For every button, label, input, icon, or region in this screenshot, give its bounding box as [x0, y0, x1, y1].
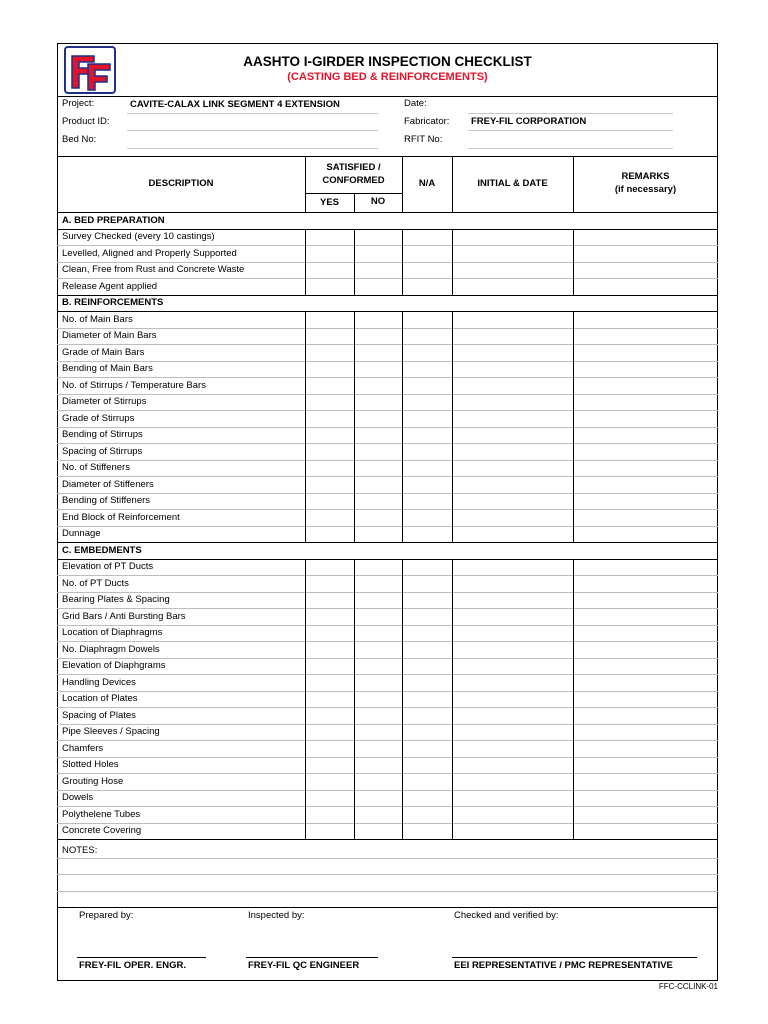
yes-cell[interactable]: [305, 823, 354, 840]
yes-cell[interactable]: [305, 229, 354, 246]
prepared-signature-line[interactable]: [77, 957, 206, 958]
na-cell[interactable]: [402, 509, 452, 526]
notes-line[interactable]: [57, 874, 718, 875]
bed-no-label: Bed No:: [62, 134, 97, 145]
checklist-item: Elevation of PT Ducts: [62, 561, 154, 572]
remarks-cell[interactable]: [573, 476, 718, 493]
na-cell[interactable]: [402, 427, 452, 444]
checklist-item: Bending of Stirrups: [62, 429, 143, 440]
remarks-cell[interactable]: [573, 625, 718, 642]
yes-cell[interactable]: [305, 773, 354, 790]
checklist-item: Concrete Covering: [62, 825, 142, 836]
description-header: DESCRIPTION: [148, 178, 214, 189]
remarks-cell[interactable]: [573, 790, 718, 807]
remarks-cell[interactable]: [573, 575, 718, 592]
initial-date-cell[interactable]: [452, 592, 573, 609]
inspected-title: FREY-FIL QC ENGINEER: [248, 960, 360, 971]
no-cell[interactable]: [354, 757, 402, 774]
no-cell[interactable]: [354, 658, 402, 675]
na-cell[interactable]: [402, 773, 452, 790]
page-title: AASHTO I-GIRDER INSPECTION CHECKLIST: [243, 54, 532, 69]
na-cell[interactable]: [402, 724, 452, 741]
checklist-item: Dunnage: [62, 528, 101, 539]
initial-date-cell[interactable]: [452, 641, 573, 658]
yes-cell[interactable]: [305, 691, 354, 708]
na-cell[interactable]: [402, 559, 452, 576]
yes-cell[interactable]: [305, 559, 354, 576]
satisfied-header-line1: SATISFIED /: [326, 162, 381, 173]
initial-date-cell[interactable]: [452, 806, 573, 823]
initial-date-cell[interactable]: [452, 377, 573, 394]
table-row: [57, 295, 718, 296]
no-cell[interactable]: [354, 526, 402, 543]
no-cell[interactable]: [354, 575, 402, 592]
remarks-cell[interactable]: [573, 823, 718, 840]
initial-date-cell[interactable]: [452, 245, 573, 262]
date-label: Date:: [404, 98, 427, 109]
na-cell[interactable]: [402, 608, 452, 625]
product-id-label: Product ID:: [62, 116, 110, 127]
checked-title: EEI REPRESENTATIVE / PMC REPRESENTATIVE: [454, 960, 673, 971]
remarks-cell[interactable]: [573, 691, 718, 708]
no-cell[interactable]: [354, 625, 402, 642]
yes-cell[interactable]: [305, 790, 354, 807]
no-cell[interactable]: [354, 806, 402, 823]
yes-cell[interactable]: [305, 493, 354, 510]
initial-date-cell[interactable]: [452, 460, 573, 477]
checklist-item: Grade of Main Bars: [62, 346, 145, 358]
initial-date-cell[interactable]: [452, 311, 573, 328]
remarks-cell[interactable]: [573, 229, 718, 246]
checklist-item: Bending of Stiffeners: [62, 495, 151, 506]
checklist-item: Location of Diaphragms: [62, 627, 163, 638]
remarks-cell[interactable]: [573, 460, 718, 477]
no-header: NO: [370, 196, 386, 207]
no-cell[interactable]: [354, 460, 402, 477]
no-cell[interactable]: [354, 262, 402, 279]
initial-date-cell[interactable]: [452, 443, 573, 460]
form-code: FFC-CCLINK-01: [658, 982, 718, 991]
yes-cell[interactable]: [305, 394, 354, 411]
checklist-item: No. of PT Ducts: [62, 577, 129, 589]
remarks-cell[interactable]: [573, 724, 718, 741]
remarks-cell[interactable]: [573, 493, 718, 510]
remarks-cell[interactable]: [573, 377, 718, 394]
na-cell[interactable]: [402, 460, 452, 477]
na-cell[interactable]: [402, 493, 452, 510]
remarks-header-line1: REMARKS: [621, 171, 670, 182]
initial-date-cell[interactable]: [452, 410, 573, 427]
yes-cell[interactable]: [305, 262, 354, 279]
no-cell[interactable]: [354, 790, 402, 807]
initial-date-cell[interactable]: [452, 575, 573, 592]
no-cell[interactable]: [354, 229, 402, 246]
yes-cell[interactable]: [305, 344, 354, 361]
date-field[interactable]: [468, 113, 673, 114]
notes-label: NOTES:: [62, 845, 98, 856]
remarks-cell[interactable]: [573, 641, 718, 658]
checklist-item: Survey Checked (every 10 castings): [62, 231, 215, 242]
initial-date-cell[interactable]: [452, 757, 573, 774]
remarks-cell[interactable]: [573, 443, 718, 460]
yes-cell[interactable]: [305, 757, 354, 774]
na-cell[interactable]: [402, 476, 452, 493]
checklist-item: Handling Devices: [62, 676, 136, 688]
project-value: CAVITE-CALAX LINK SEGMENT 4 EXTENSION: [130, 99, 340, 110]
prepared-by-label: Prepared by:: [79, 910, 134, 921]
table-row: [57, 542, 718, 543]
remarks-cell[interactable]: [573, 328, 718, 345]
checklist-item: Polythelene Tubes: [62, 808, 141, 820]
no-cell[interactable]: [354, 410, 402, 427]
product-id-field[interactable]: [127, 130, 378, 131]
remarks-cell[interactable]: [573, 245, 718, 262]
remarks-cell[interactable]: [573, 757, 718, 774]
no-cell[interactable]: [354, 311, 402, 328]
initial-date-cell[interactable]: [452, 394, 573, 411]
yes-cell[interactable]: [305, 641, 354, 658]
remarks-cell[interactable]: [573, 394, 718, 411]
initial-date-cell[interactable]: [452, 625, 573, 642]
na-cell[interactable]: [402, 757, 452, 774]
remarks-cell[interactable]: [573, 410, 718, 427]
remarks-cell[interactable]: [573, 740, 718, 757]
no-cell[interactable]: [354, 641, 402, 658]
yes-cell[interactable]: [305, 443, 354, 460]
remarks-cell[interactable]: [573, 658, 718, 675]
yes-cell[interactable]: [305, 509, 354, 526]
satisfied-header-line2: CONFORMED: [322, 175, 385, 186]
no-cell[interactable]: [354, 509, 402, 526]
no-cell[interactable]: [354, 592, 402, 609]
initial-date-cell[interactable]: [452, 427, 573, 444]
remarks-cell[interactable]: [573, 509, 718, 526]
prepared-title: FREY-FIL OPER. ENGR.: [79, 960, 186, 971]
no-cell[interactable]: [354, 674, 402, 691]
yes-cell[interactable]: [305, 526, 354, 543]
checklist-item: Levelled, Aligned and Properly Supported: [62, 247, 237, 259]
na-cell[interactable]: [402, 790, 452, 807]
yes-cell[interactable]: [305, 625, 354, 642]
section-title: C. EMBEDMENTS: [62, 544, 142, 556]
checklist-item: Spacing of Stirrups: [62, 445, 143, 457]
na-cell[interactable]: [402, 691, 452, 708]
checklist-item: Clean, Free from Rust and Concrete Waste: [62, 264, 245, 275]
yes-cell[interactable]: [305, 575, 354, 592]
notes-line[interactable]: [57, 891, 718, 892]
na-cell[interactable]: [402, 641, 452, 658]
initial-date-cell[interactable]: [452, 262, 573, 279]
initial-date-header: INITIAL & DATE: [477, 178, 548, 189]
remarks-cell[interactable]: [573, 608, 718, 625]
remarks-cell[interactable]: [573, 427, 718, 444]
initial-date-cell[interactable]: [452, 707, 573, 724]
no-cell[interactable]: [354, 493, 402, 510]
checklist-item: No. Diaphragm Dowels: [62, 643, 160, 655]
yes-cell[interactable]: [305, 707, 354, 724]
initial-date-cell[interactable]: [452, 740, 573, 757]
initial-date-cell[interactable]: [452, 691, 573, 708]
checklist-item: Release Agent applied: [62, 280, 158, 292]
no-cell[interactable]: [354, 773, 402, 790]
remarks-cell[interactable]: [573, 773, 718, 790]
yes-cell[interactable]: [305, 806, 354, 823]
na-cell[interactable]: [402, 625, 452, 642]
checklist-item: Bending of Main Bars: [62, 363, 153, 374]
no-cell[interactable]: [354, 559, 402, 576]
initial-date-cell[interactable]: [452, 361, 573, 378]
no-cell[interactable]: [354, 427, 402, 444]
checklist-item: Grid Bars / Anti Bursting Bars: [62, 610, 186, 622]
yes-cell[interactable]: [305, 476, 354, 493]
yes-header: YES: [319, 197, 339, 208]
remarks-cell[interactable]: [573, 707, 718, 724]
no-cell[interactable]: [354, 394, 402, 411]
checked-by-label: Checked and verified by:: [454, 910, 559, 921]
initial-date-cell[interactable]: [452, 559, 573, 576]
initial-date-cell[interactable]: [452, 509, 573, 526]
initial-date-cell[interactable]: [452, 823, 573, 840]
no-cell[interactable]: [354, 707, 402, 724]
initial-date-cell[interactable]: [452, 608, 573, 625]
yes-cell[interactable]: [305, 361, 354, 378]
inspected-by-label: Inspected by:: [248, 910, 305, 921]
no-cell[interactable]: [354, 377, 402, 394]
notes-line[interactable]: [57, 858, 718, 859]
no-cell[interactable]: [354, 476, 402, 493]
table-row: [57, 839, 718, 840]
remarks-cell[interactable]: [573, 278, 718, 295]
checklist-item: Dowels: [62, 792, 94, 803]
yes-cell[interactable]: [305, 724, 354, 741]
na-cell[interactable]: [402, 740, 452, 757]
remarks-cell[interactable]: [573, 344, 718, 361]
no-cell[interactable]: [354, 278, 402, 295]
bed-no-field[interactable]: [127, 148, 378, 149]
checklist-item: End Block of Reinforcement: [62, 511, 180, 523]
fabricator-value: FREY-FIL CORPORATION: [471, 116, 587, 127]
initial-date-cell[interactable]: [452, 344, 573, 361]
checklist-item: No. of Stirrups / Temperature Bars: [62, 379, 206, 391]
na-cell[interactable]: [402, 707, 452, 724]
initial-date-cell[interactable]: [452, 493, 573, 510]
yes-cell[interactable]: [305, 328, 354, 345]
na-cell[interactable]: [402, 361, 452, 378]
initial-date-cell[interactable]: [452, 229, 573, 246]
na-cell[interactable]: [402, 377, 452, 394]
remarks-cell[interactable]: [573, 592, 718, 609]
no-cell[interactable]: [354, 823, 402, 840]
yes-cell[interactable]: [305, 410, 354, 427]
checklist-item: Diameter of Stirrups: [62, 396, 147, 407]
checklist-item: No. of Stiffeners: [62, 462, 130, 473]
na-cell[interactable]: [402, 344, 452, 361]
yes-cell[interactable]: [305, 311, 354, 328]
checklist-item: No. of Main Bars: [62, 313, 133, 325]
project-label: Project:: [62, 98, 95, 109]
initial-date-cell[interactable]: [452, 674, 573, 691]
na-cell[interactable]: [402, 328, 452, 345]
na-cell[interactable]: [402, 823, 452, 840]
na-cell[interactable]: [402, 311, 452, 328]
checklist-item: Bearing Plates & Spacing: [62, 594, 170, 605]
inspected-signature-line[interactable]: [246, 957, 378, 958]
yes-cell[interactable]: [305, 608, 354, 625]
remarks-cell[interactable]: [573, 311, 718, 328]
na-cell[interactable]: [402, 278, 452, 295]
remarks-header-line2: (if necessary): [614, 184, 677, 195]
initial-date-cell[interactable]: [452, 724, 573, 741]
checklist-item: Diameter of Main Bars: [62, 330, 157, 341]
no-cell[interactable]: [354, 740, 402, 757]
rfit-label: RFIT No:: [404, 134, 443, 145]
na-cell[interactable]: [402, 262, 452, 279]
na-header: N/A: [418, 178, 436, 189]
remarks-cell[interactable]: [573, 806, 718, 823]
no-cell[interactable]: [354, 443, 402, 460]
initial-date-cell[interactable]: [452, 476, 573, 493]
yes-cell[interactable]: [305, 245, 354, 262]
yes-cell[interactable]: [305, 674, 354, 691]
page-subtitle: (CASTING BED & REINFORCEMENTS): [287, 71, 488, 83]
checklist-item: Elevation of Diaphgrams: [62, 660, 166, 671]
initial-date-cell[interactable]: [452, 790, 573, 807]
section-title: A. BED PREPARATION: [62, 214, 165, 226]
yes-cell[interactable]: [305, 592, 354, 609]
checklist-item: Pipe Sleeves / Spacing: [62, 726, 160, 737]
remarks-cell[interactable]: [573, 674, 718, 691]
na-cell[interactable]: [402, 229, 452, 246]
initial-date-cell[interactable]: [452, 328, 573, 345]
na-cell[interactable]: [402, 674, 452, 691]
checklist-item: Grouting Hose: [62, 775, 124, 787]
na-cell[interactable]: [402, 575, 452, 592]
no-cell[interactable]: [354, 608, 402, 625]
yes-cell[interactable]: [305, 740, 354, 757]
remarks-cell[interactable]: [573, 262, 718, 279]
na-cell[interactable]: [402, 658, 452, 675]
na-cell[interactable]: [402, 526, 452, 543]
yes-cell[interactable]: [305, 278, 354, 295]
checklist-item: Grade of Stirrups: [62, 412, 135, 424]
fabricator-label: Fabricator:: [404, 116, 450, 127]
checked-signature-line[interactable]: [452, 957, 697, 958]
remarks-cell[interactable]: [573, 526, 718, 543]
remarks-cell[interactable]: [573, 361, 718, 378]
no-cell[interactable]: [354, 328, 402, 345]
initial-date-cell[interactable]: [452, 526, 573, 543]
checklist-item: Slotted Holes: [62, 759, 119, 770]
no-cell[interactable]: [354, 361, 402, 378]
no-cell[interactable]: [354, 691, 402, 708]
rfit-field[interactable]: [468, 148, 673, 149]
yes-cell[interactable]: [305, 377, 354, 394]
checklist-item: Chamfers: [62, 742, 104, 754]
checklist-item: Diameter of Stiffeners: [62, 478, 154, 490]
yes-cell[interactable]: [305, 427, 354, 444]
na-cell[interactable]: [402, 410, 452, 427]
no-cell[interactable]: [354, 245, 402, 262]
na-cell[interactable]: [402, 592, 452, 609]
na-cell[interactable]: [402, 394, 452, 411]
remarks-cell[interactable]: [573, 559, 718, 576]
na-cell[interactable]: [402, 443, 452, 460]
initial-date-cell[interactable]: [452, 658, 573, 675]
section-title: B. REINFORCEMENTS: [62, 297, 164, 308]
yes-cell[interactable]: [305, 658, 354, 675]
no-cell[interactable]: [354, 344, 402, 361]
no-cell[interactable]: [354, 724, 402, 741]
na-cell[interactable]: [402, 806, 452, 823]
checklist-item: Spacing of Plates: [62, 709, 136, 721]
initial-date-cell[interactable]: [452, 278, 573, 295]
initial-date-cell[interactable]: [452, 773, 573, 790]
na-cell[interactable]: [402, 245, 452, 262]
yes-cell[interactable]: [305, 460, 354, 477]
checklist-item: Location of Plates: [62, 693, 138, 704]
